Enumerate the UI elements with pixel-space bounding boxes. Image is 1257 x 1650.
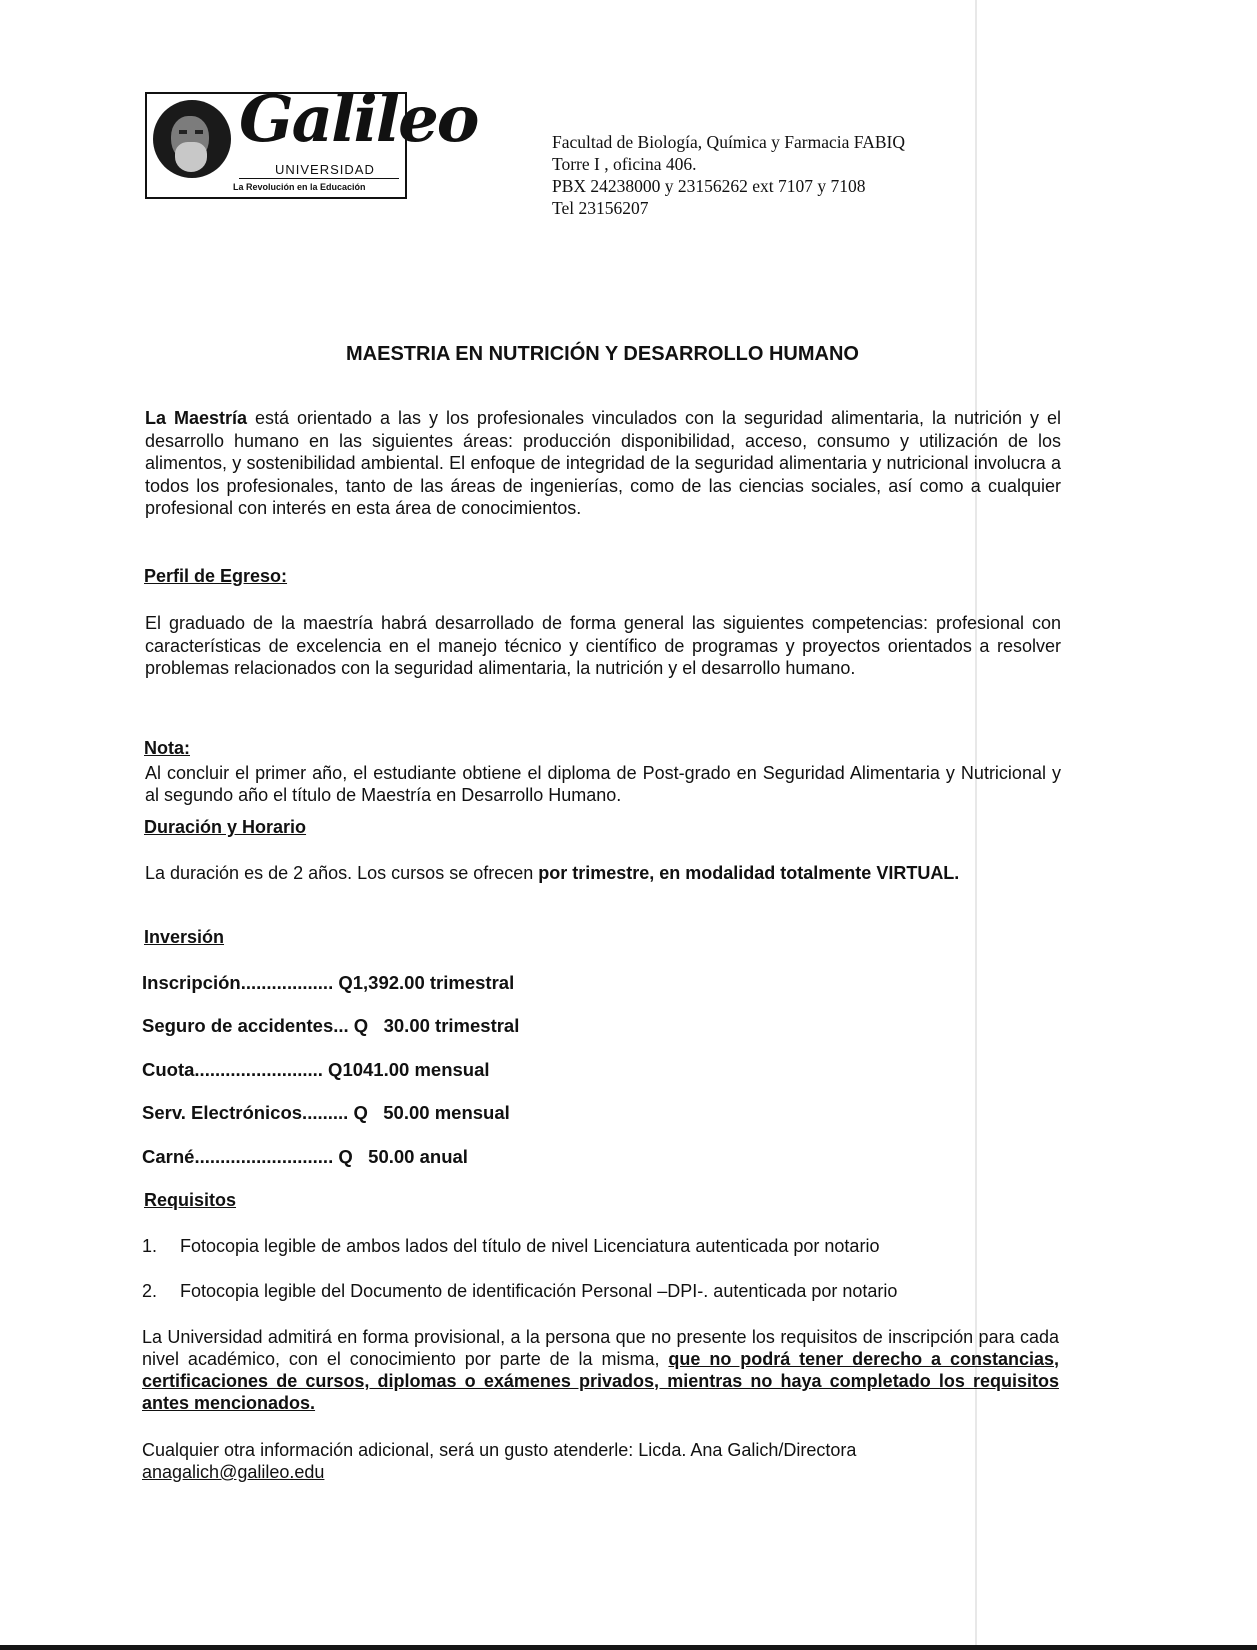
nota-paragraph: Al concluir el primer año, el estudiante obtiene el diploma de Post-grado en Seguridad Alimentaria y Nutricional y al segundo año el título de Maestría en Desarrollo Humano.	[145, 763, 1061, 805]
perfil-paragraph: El graduado de la maestría habrá desarrollado de forma general las siguientes competencias: profesional con características de excelencia en el manejo técnico y científico de programas y proyectos orientados a resolver problemas relacionados con la seguridad alimentaria, la nutrición y el desarrollo humano.	[145, 613, 1061, 678]
university-logo	[145, 82, 478, 199]
duracion-text: La duración es de 2 años. Los cursos se ofrecen	[145, 863, 539, 883]
galileo-portrait-icon	[153, 100, 231, 178]
inversion-row: Seguro de accidentes... Q 30.00 trimestral	[142, 1015, 520, 1036]
requisito-number: 2.	[142, 1281, 158, 1301]
inversion-row: Cuota......................... Q1041.00 mensual	[142, 1059, 490, 1080]
inversion-row: Inscripción.................. Q1,392.00 trimestral	[142, 972, 515, 993]
requisitos-note-warning: que no podrá tener derecho a constancias, certificaciones de cursos, diplomas o exámenes privados, mientras no haya completado los requisitos antes mencionados.	[142, 1349, 1059, 1413]
contact-line: Tel 23156207	[552, 198, 649, 218]
director-email-link[interactable]: anagalich@galileo.edu	[142, 1462, 325, 1482]
faculty-contact	[552, 131, 905, 219]
requisitos-note-text: La Universidad admitirá en forma provisional, a la persona que no presente los requisitos de inscripción para cada nivel académico, con el conocimiento por parte de la misma,	[142, 1327, 1059, 1369]
duracion-heading: Duración y Horario	[144, 817, 307, 837]
contact-line: Facultad de Biología, Química y Farmacia FABIQ	[552, 132, 905, 152]
requisito-text: Fotocopia legible de ambos lados del título de nivel Licenciatura autenticada por notario	[180, 1236, 880, 1256]
logo-subtitle: UNIVERSIDAD	[275, 162, 375, 177]
intro-lead: La Maestría	[145, 408, 248, 428]
duracion-bold: por trimestre, en modalidad totalmente VIRTUAL.	[538, 863, 960, 883]
logo-rule	[239, 178, 399, 179]
requisito-item	[142, 1236, 879, 1257]
requisito-number: 1.	[142, 1236, 158, 1256]
inversion-row: Serv. Electrónicos......... Q 50.00 mensual	[142, 1102, 510, 1123]
contact-line: Torre I , oficina 406.	[552, 154, 697, 174]
duracion-paragraph	[145, 862, 1061, 885]
intro-paragraph	[145, 407, 1061, 520]
logo-tagline: La Revolución en la Educación	[233, 182, 366, 192]
contact-line: PBX 24238000 y 23156262 ext 7107 y 7108	[552, 176, 866, 196]
logo-name: Galileo	[239, 82, 478, 157]
footer-paragraph	[142, 1439, 1059, 1483]
requisito-item	[142, 1281, 897, 1302]
page-title: MAESTRIA EN NUTRICIÓN Y DESARROLLO HUMANO	[346, 343, 859, 365]
requisito-text: Fotocopia legible del Documento de identificación Personal –DPI-. autenticada por notario	[180, 1281, 898, 1301]
footer-text: Cualquier otra información adicional, será un gusto atenderle: Licda. Ana Galich/Directora	[142, 1440, 857, 1460]
perfil-heading: Perfil de Egreso:	[144, 566, 288, 586]
inversion-row: Carné........................... Q 50.00 anual	[142, 1146, 468, 1167]
intro-text: está orientado a las y los profesionales vinculados con la seguridad alimentaria, la nutrición y el desarrollo humano en las siguientes áreas: producción disponibilidad, acceso, consumo y utilización de los alimentos, y sostenibilidad ambiental. El enfoque de integridad de la seguridad alimentaria y nutricional involucra a todos los profesionales, tanto de las áreas de ingenierías, como de las ciencias sociales, así como a cualquier profesional con interés en esta área de conocimientos.	[145, 408, 1061, 518]
requisitos-heading: Requisitos	[144, 1190, 237, 1210]
nota-heading: Nota:	[144, 738, 190, 758]
inversion-heading: Inversión	[144, 927, 225, 947]
scan-edge	[0, 1645, 1257, 1650]
requisitos-note	[142, 1326, 1059, 1414]
